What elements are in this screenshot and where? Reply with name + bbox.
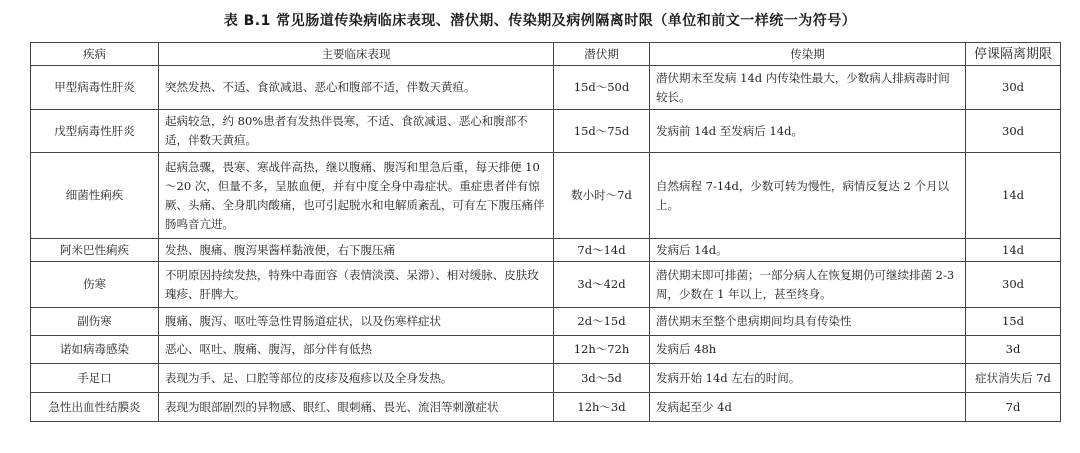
cell-incubation: 3d～5d [554, 364, 650, 393]
table-row [31, 239, 1061, 262]
cell-infectious: 自然病程 7-14d，少数可转为慢性，病情反复达 2 个月以上。 [650, 153, 966, 239]
cell-symptoms: 表现为眼部剧烈的异物感、眼红、眼刺痛、畏光、流泪等刺激症状 [159, 393, 554, 422]
cell-symptoms: 突然发热、不适、食欲减退、恶心和腹部不适，伴数天黄疸。 [159, 66, 554, 110]
cell-infectious: 潜伏期末至发病 14d 内传染性最大，少数病人排病毒时间较长。 [650, 66, 966, 110]
cell-infectious: 发病开始 14d 左右的时间。 [650, 364, 966, 393]
table-row [31, 393, 1061, 422]
cell-infectious: 潜伏期末至整个患病期间均具有传染性 [650, 308, 966, 336]
cell-incubation: 2d～15d [554, 308, 650, 336]
cell-disease: 阿米巴性痢疾 [31, 239, 159, 262]
cell-isolation: 3d [966, 336, 1061, 364]
cell-incubation: 3d～42d [554, 262, 650, 308]
header-disease: 疾病 [31, 43, 159, 66]
cell-isolation: 14d [966, 153, 1061, 239]
cell-isolation: 30d [966, 66, 1061, 110]
cell-disease: 伤寒 [31, 262, 159, 308]
cell-infectious: 潜伏期末即可排菌；一部分病人在恢复期仍可继续排菌 2-3 周，少数在 1 年以上，甚至终身。 [650, 262, 966, 308]
header-symptoms: 主要临床表现 [159, 43, 554, 66]
cell-symptoms: 不明原因持续发热，特殊中毒面容（表情淡漠、呆滞）、相对缓脉、皮肤玫瑰疹、肝脾大。 [159, 262, 554, 308]
cell-symptoms: 起病较急，约 80%患者有发热伴畏寒，不适、食欲减退、恶心和腹部不适，伴数天黄疸。 [159, 110, 554, 153]
cell-disease: 细菌性痢疾 [31, 153, 159, 239]
table-row [31, 308, 1061, 336]
cell-disease: 急性出血性结膜炎 [31, 393, 159, 422]
cell-disease: 甲型病毒性肝炎 [31, 66, 159, 110]
table-row [31, 336, 1061, 364]
cell-infectious: 发病后 14d。 [650, 239, 966, 262]
cell-incubation: 12h～72h [554, 336, 650, 364]
cell-infectious: 发病后 48h [650, 336, 966, 364]
cell-disease: 手足口 [31, 364, 159, 393]
cell-symptoms: 腹痛、腹泻、呕吐等急性胃肠道症状，以及伤寒样症状 [159, 308, 554, 336]
cell-isolation: 7d [966, 393, 1061, 422]
cell-incubation: 15d～50d [554, 66, 650, 110]
table-row [31, 153, 1061, 239]
table-row [31, 262, 1061, 308]
header-incubation: 潜伏期 [554, 43, 650, 66]
table-row [31, 110, 1061, 153]
cell-disease: 诺如病毒感染 [31, 336, 159, 364]
cell-isolation: 14d [966, 239, 1061, 262]
cell-incubation: 12h～3d [554, 393, 650, 422]
cell-symptoms: 恶心、呕吐、腹痛、腹泻，部分伴有低热 [159, 336, 554, 364]
cell-isolation: 15d [966, 308, 1061, 336]
cell-infectious: 发病起至少 4d [650, 393, 966, 422]
cell-disease: 副伤寒 [31, 308, 159, 336]
cell-incubation: 15d～75d [554, 110, 650, 153]
cell-symptoms: 表现为手、足、口腔等部位的皮疹及疱疹以及全身发热。 [159, 364, 554, 393]
header-infectious: 传染期 [650, 43, 966, 66]
cell-isolation: 30d [966, 110, 1061, 153]
header-isolation: 停课隔离期限 [966, 43, 1061, 66]
disease-table [30, 42, 1061, 422]
table-title: 表 B.1 常见肠道传染病临床表现、潜伏期、传染期及病例隔离时限（单位和前文一样统一为符号） [223, 13, 857, 29]
cell-symptoms: 发热、腹痛、腹泻果酱样黏液便，右下腹压痛 [159, 239, 554, 262]
cell-isolation: 症状消失后 7d [966, 364, 1061, 393]
cell-incubation: 7d～14d [554, 239, 650, 262]
table-row [31, 364, 1061, 393]
table-header-row [31, 43, 1061, 66]
cell-infectious: 发病前 14d 至发病后 14d。 [650, 110, 966, 153]
cell-disease: 戊型病毒性肝炎 [31, 110, 159, 153]
cell-symptoms: 起病急骤，畏寒、寒战伴高热，继以腹痛、腹泻和里急后重，每天排便 10～20 次，但量不多，呈脓血便，并有中度全身中毒症状。重症患者伴有惊厥、头痛、全身肌肉酸痛，也可引起脱水和电解质紊乱，可有左下腹压痛伴肠鸣音亢进。 [159, 153, 554, 239]
cell-isolation: 30d [966, 262, 1061, 308]
cell-incubation: 数小时～7d [554, 153, 650, 239]
table-row [31, 66, 1061, 110]
